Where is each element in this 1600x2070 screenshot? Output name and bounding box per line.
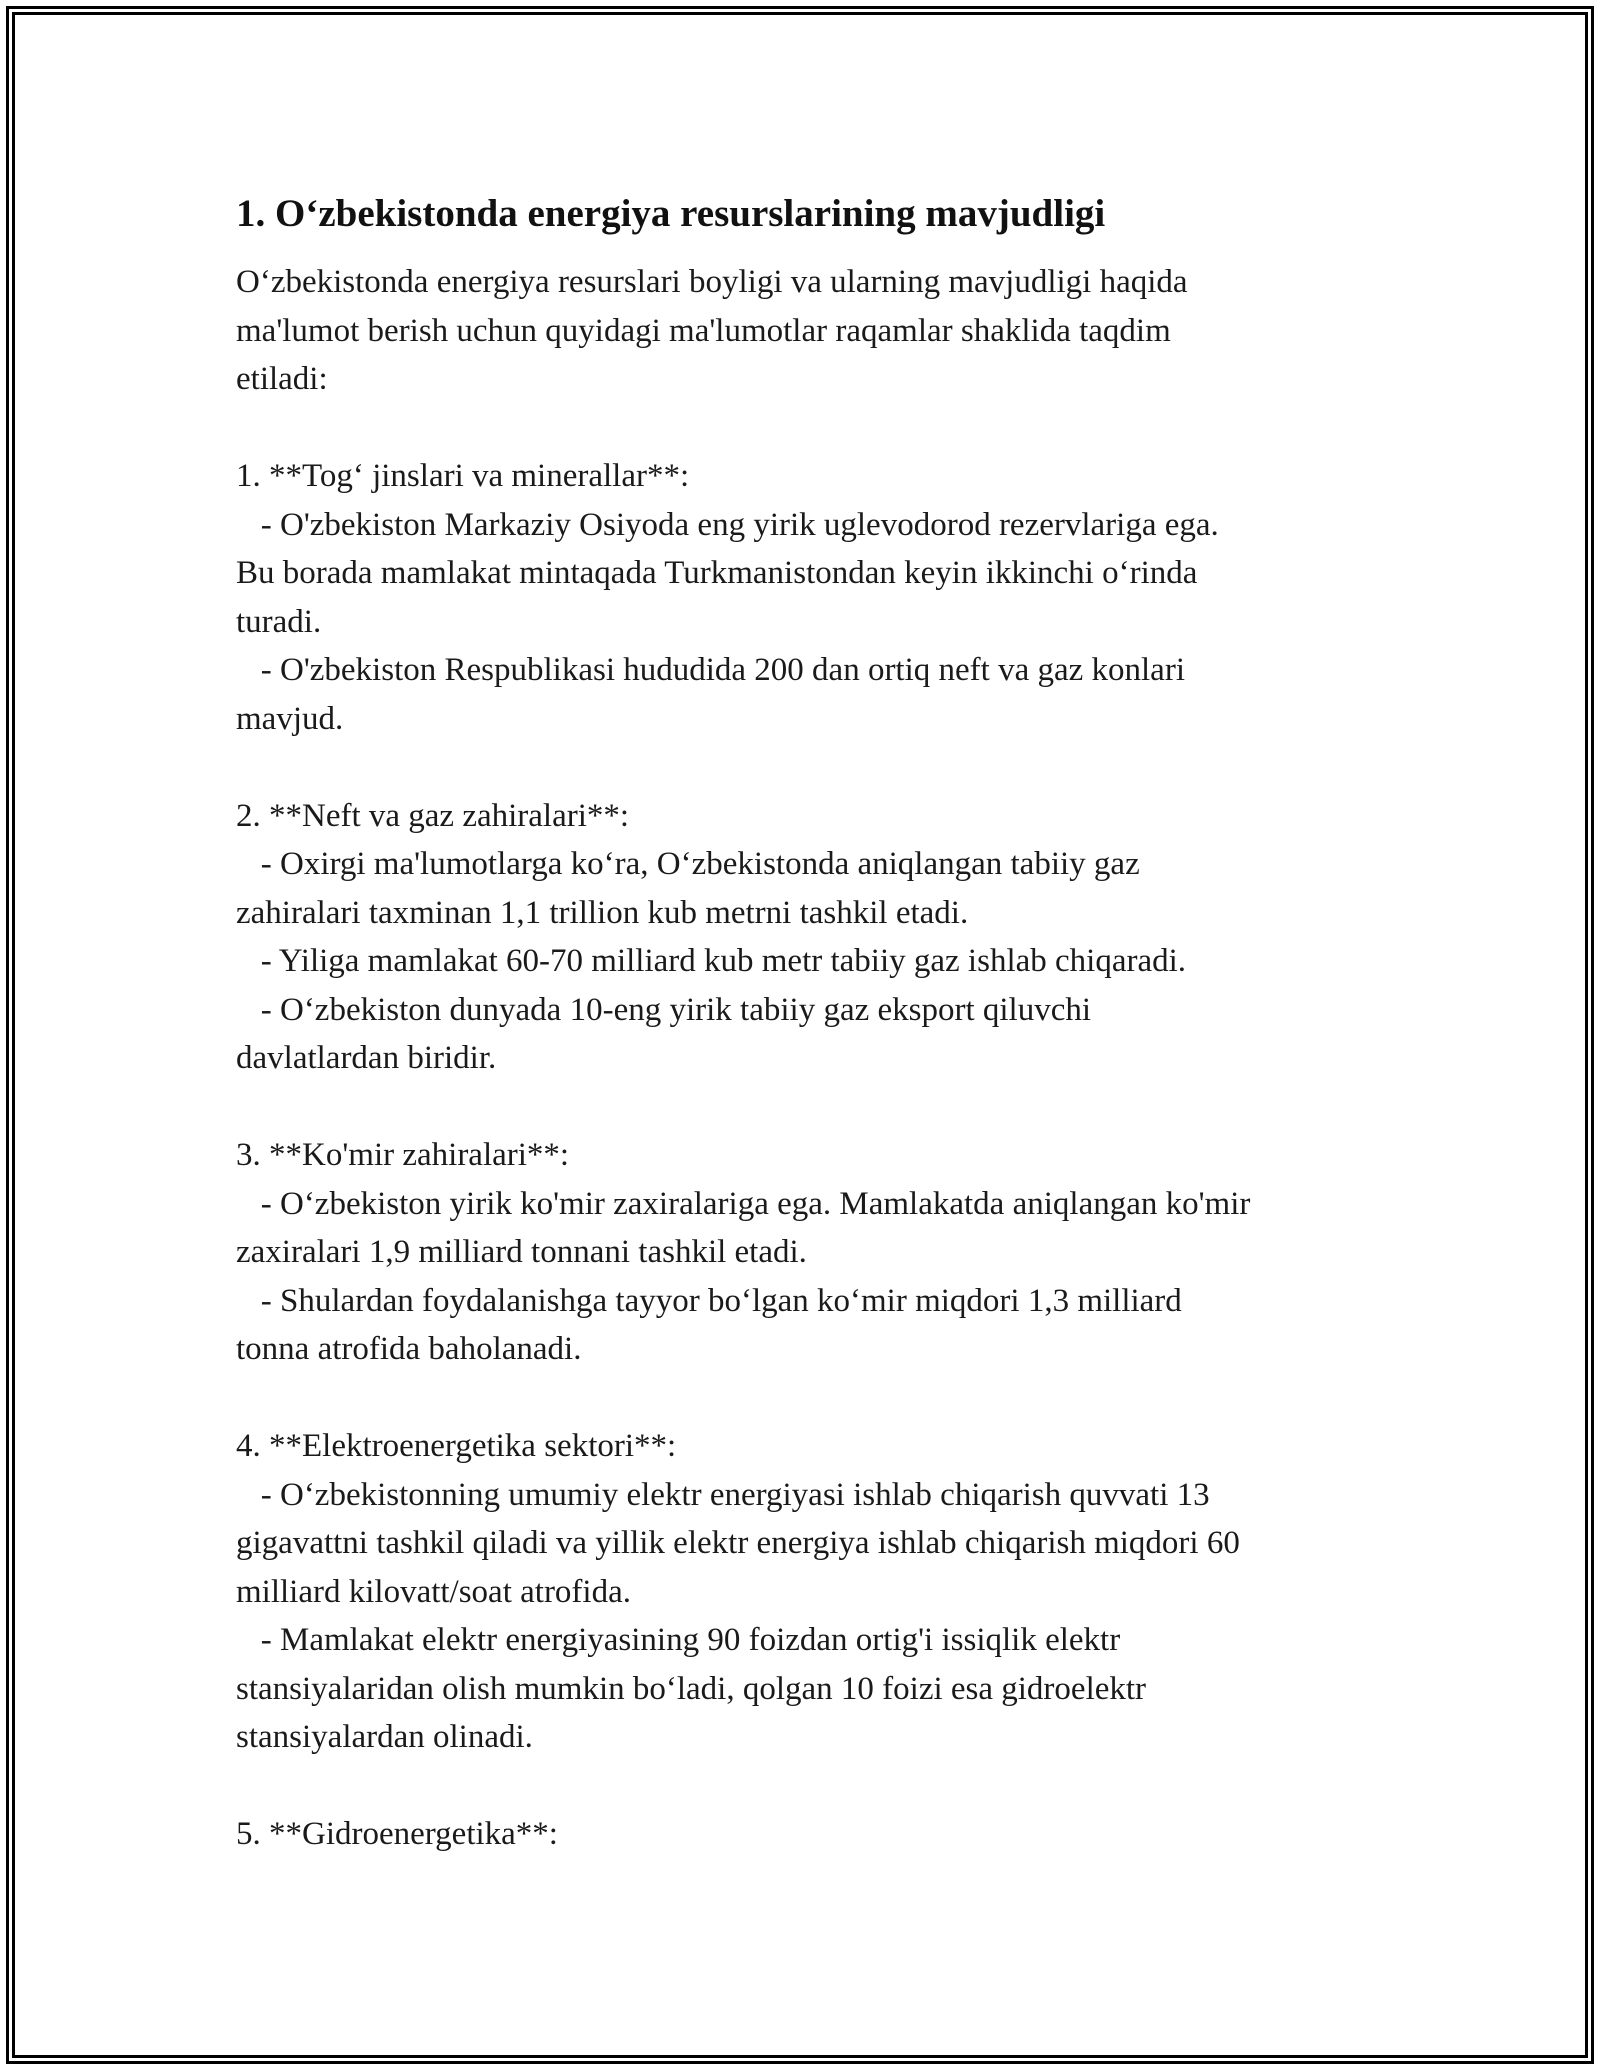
body-line: - O‘zbekistonning umumiy elektr energiyasi ishlab chiqarish quvvati 13	[236, 1476, 1210, 1513]
body-line: - O‘zbekiston dunyada 10-eng yirik tabiiy gaz eksport qiluvchi	[236, 991, 1092, 1028]
section-heading: 5. **Gidroenergetika**:	[236, 1816, 558, 1852]
body-line: milliard kilovatt/soat atrofida.	[236, 1573, 631, 1610]
document-body	[236, 258, 1396, 1859]
section-heading: 2. **Neft va gaz zahiralari**:	[236, 797, 630, 834]
blank-line	[236, 1762, 1396, 1811]
document-page	[236, 186, 1396, 1859]
body-line: - Yiliga mamlakat 60-70 milliard kub metr tabiiy gaz ishlab chiqaradi.	[236, 943, 1187, 979]
body-line: turadi.	[236, 603, 322, 640]
body-line: - Mamlakat elektr energiyasining 90 foizdan ortig'i issiqlik elektr	[236, 1622, 1121, 1658]
body-line: gigavattni tashkil qiladi va yillik elektr energiya ishlab chiqarish miqdori 60	[236, 1525, 1240, 1561]
body-line: - Shulardan foydalanishga tayyor bo‘lgan ko‘mir miqdori 1,3 milliard	[236, 1282, 1182, 1319]
blank-line	[236, 1083, 1396, 1132]
blank-line	[236, 404, 1396, 453]
section-heading: 3. **Ko'mir zahiralari**:	[236, 1137, 570, 1173]
body-line: O‘zbekistonda energiya resurslari boyligi va ularning mavjudligi haqida	[236, 264, 1188, 300]
body-line: Bu borada mamlakat mintaqada Turkmanistondan keyin ikkinchi o‘rinda	[236, 555, 1198, 591]
body-line: zaxiralari 1,9 milliard tonnani tashkil etadi.	[236, 1234, 807, 1270]
body-line: - Oxirgi ma'lumotlarga ko‘ra, O‘zbekistonda aniqlangan tabiiy gaz	[236, 846, 1140, 882]
body-line: stansiyalaridan olish mumkin bo‘ladi, qolgan 10 foizi esa gidroelektr	[236, 1670, 1147, 1707]
body-line: tonna atrofida baholanadi.	[236, 1331, 582, 1367]
section-heading: 1. **Tog‘ jinslari va minerallar**:	[236, 458, 690, 494]
body-line: ma'lumot berish uchun quyidagi ma'lumotlar raqamlar shaklida taqdim	[236, 312, 1171, 349]
body-line: etiladi:	[236, 361, 328, 397]
section-heading: 4. **Elektroenergetika sektori**:	[236, 1428, 677, 1464]
body-line: zahiralari taxminan 1,1 trillion kub metrni tashkil etadi.	[236, 894, 969, 931]
body-line: - O'zbekiston Markaziy Osiyoda eng yirik uglevodorod rezervlariga ega.	[236, 506, 1219, 543]
body-line: - O'zbekiston Respublikasi hududida 200 dan ortiq neft va gaz konlari	[236, 652, 1185, 688]
body-line: stansiyalardan olinadi.	[236, 1719, 533, 1755]
body-line: - O‘zbekiston yirik ko'mir zaxiralariga ega. Mamlakatda aniqlangan ko'mir	[236, 1185, 1251, 1222]
blank-line	[236, 743, 1396, 792]
blank-line	[236, 1374, 1396, 1423]
body-line: mavjud.	[236, 700, 344, 737]
document-title: 1. O‘zbekistonda energiya resurslarining mavjudligi	[236, 192, 1106, 235]
body-line: davlatlardan biridir.	[236, 1040, 497, 1076]
